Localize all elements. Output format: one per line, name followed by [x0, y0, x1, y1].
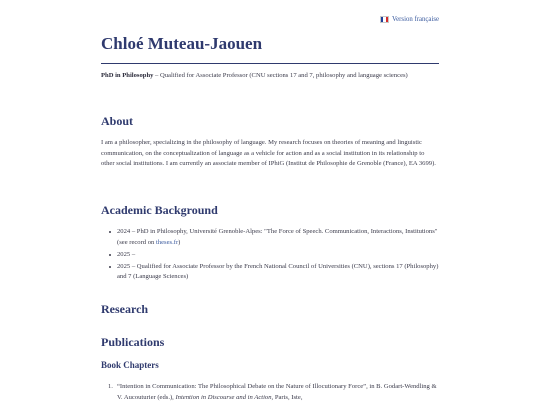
about-heading: About [101, 114, 134, 128]
item-number: 1. [108, 383, 113, 390]
book-chapters-list [101, 382, 439, 403]
publication-after: , Paris, Iste, [271, 393, 303, 401]
background-item-text: 2025 – Qualified for Associate Professor by the French National Council of Universities (CNU), sections 17 (Philosophy) and 7 (Language Sciences) [117, 262, 439, 280]
subtitle [101, 71, 439, 82]
subtitle-qualification: – Qualified for Associate Professor (CNU sections 17 and 7, philosophy and language sciences) [153, 72, 408, 80]
theses-link[interactable]: theses.fr [156, 238, 179, 246]
about-text: I am a philosopher, specializing in the philosophy of language. My research focuses on theories of meaning and linguistic communication, on the conceptualization of language as a vehicle for action and as a social institution in its relationship to other social institutions. I am currently an associate member of IPhiG (Institut de Philosophie de Grenoble (France), EA 3699). [101, 139, 436, 167]
research-heading: Research [101, 302, 149, 316]
language-switch-label: Version française [392, 16, 439, 23]
academic-background-list [101, 227, 439, 284]
publication-title: Intention in Discourse and in Action [175, 393, 272, 401]
list-item [101, 382, 439, 403]
academic-background-heading: Academic Background [101, 203, 218, 217]
language-switch-link[interactable] [380, 16, 439, 23]
list-item [101, 250, 439, 261]
page-title: Chloé Muteau-Jaouen [101, 34, 439, 64]
book-chapters-heading: Book Chapters [101, 360, 159, 370]
publications-heading: Publications [101, 335, 165, 349]
subtitle-degree: PhD in Philosophy [101, 72, 154, 80]
background-item-text: 2024 – PhD in Philosophy, Université Grenoble-Alpes: "The Force of Speech. Communication, Interactions, Institutions" (see record on [117, 228, 438, 246]
background-item-text: 2025 – [117, 250, 136, 258]
list-item [101, 262, 439, 283]
list-item [101, 227, 439, 248]
background-item-after: ) [178, 238, 181, 246]
main-content [101, 34, 439, 401]
publication-text: “Intention in Communication: The Philosophical Debate on the Nature of Illocutionary Force”, in B. Godart-Wendling & V. Aucouturier (eds.), [117, 383, 437, 401]
french-flag-icon [380, 16, 389, 23]
